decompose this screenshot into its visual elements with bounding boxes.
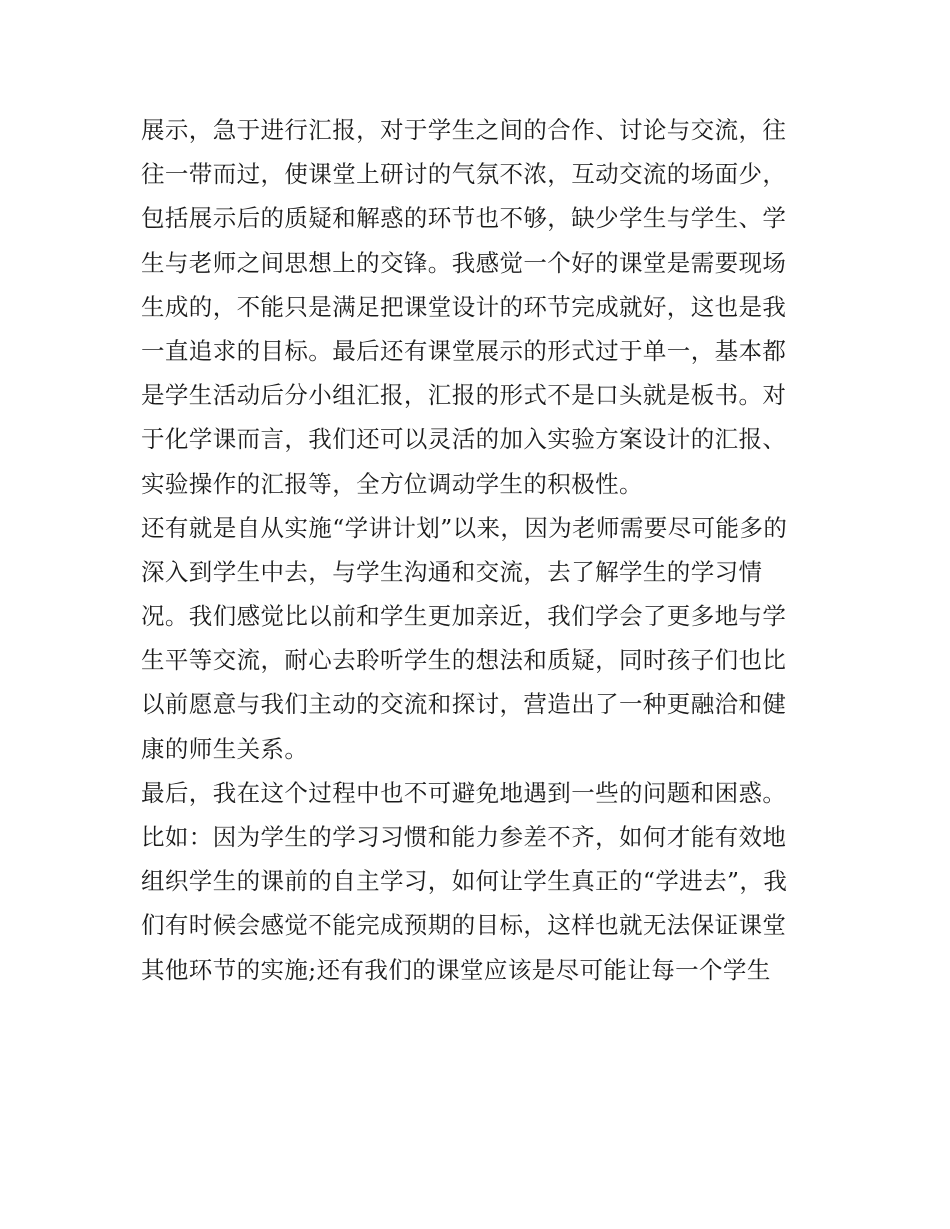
text-line: 比如：因为学生的学习习惯和能力参差不齐，如何才能有效地 xyxy=(141,823,787,851)
text-line: 生成的，不能只是满足把课堂设计的环节完成就好，这也是我 xyxy=(141,292,787,321)
text-line: 是学生活动后分小组汇报，汇报的形式不是口头就是板书。对 xyxy=(141,381,787,410)
text-line: 实验操作的汇报等，全方位调动学生的积极性。 xyxy=(141,469,643,498)
text-line: 组织学生的课前的自主学习，如何让学生真正的“学进去”，我 xyxy=(141,867,788,896)
text-line: 往一带而过，使课堂上研讨的气氛不浓，互动交流的场面少， xyxy=(141,160,787,189)
text-line: 包括展示后的质疑和解惑的环节也不够，缺少学生与学生、学 xyxy=(141,204,787,233)
text-line: 况。我们感觉比以前和学生更加亲近，我们学会了更多地与学 xyxy=(141,602,787,631)
text-line: 康的师生关系。 xyxy=(141,734,309,763)
text-line: 最后，我在这个过程中也不可避免地遇到一些的问题和困惑。 xyxy=(141,778,787,807)
text-line: 以前愿意与我们主动的交流和探讨，营造出了一种更融洽和健 xyxy=(141,690,787,719)
text-line: 们有时候会感觉不能完成预期的目标，这样也就无法保证课堂 xyxy=(141,911,787,940)
text-line: 于化学课而言，我们还可以灵活的加入实验方案设计的汇报、 xyxy=(141,425,787,454)
text-line: 其他环节的实施;还有我们的课堂应该是尽可能让每一个学生 xyxy=(141,955,771,984)
text-line: 一直追求的目标。最后还有课堂展示的形式过于单一，基本都 xyxy=(141,336,787,365)
text-line: 生平等交流，耐心去聆听学生的想法和质疑，同时孩子们也比 xyxy=(141,646,787,675)
text-line: 还有就是自从实施“学讲计划”以来，因为老师需要尽可能多的 xyxy=(141,513,788,542)
text-line: 深入到学生中去，与学生沟通和交流，去了解学生的学习情 xyxy=(141,557,763,586)
text-line: 展示，急于进行汇报，对于学生之间的合作、讨论与交流，往 xyxy=(141,116,787,144)
text-line: 生与老师之间思想上的交锋。我感觉一个好的课堂是需要现场 xyxy=(141,248,787,277)
body-text xyxy=(141,108,821,992)
